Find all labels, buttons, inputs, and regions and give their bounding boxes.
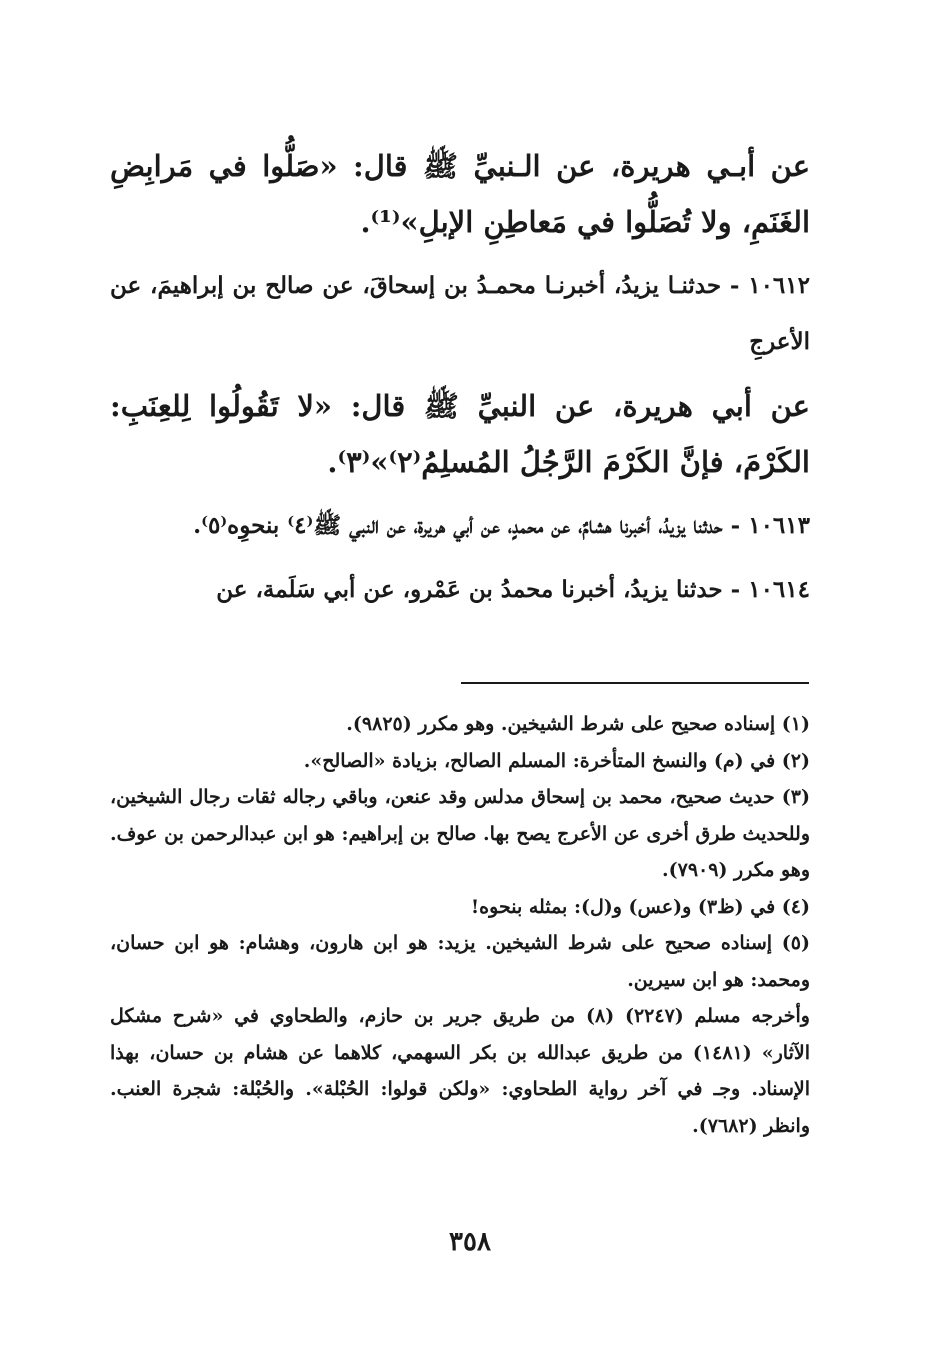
footnote-1: (١) إسناده صحيح على شرط الشيخين. وهو مكرر (٩٨٢٥).	[346, 713, 810, 735]
hadith-10614-isnad: ١٠٦١٤ - حدثنا يزيدُ، أخبرنا محمدُ بن عَمْرو، عن أبي سَلَمة، عن	[216, 576, 810, 603]
footnote-divider	[461, 682, 809, 684]
footnote-5-continued: وأخرجه مسلم (٢٢٤٧) (٨) من طريق جرير بن حازم، والطحاوي في «شرح مشكل الآثار» (١٤٨١) من طريق عبدالله بن بكر السهمي، كلاهما عن هشام بن حسان، بهذا الإسناد. وجـ في آخر رواية الطحاوي: «ولكن قولوا: الحُبْلة». والحُبْلة: شجرة العنب. وانظر (٧٦٨٢).	[110, 1005, 810, 1137]
main-text	[110, 138, 810, 626]
footnote-2: (٢) في (م) والنسخ المتأخرة: المسلم الصالح، بزيادة «الصالح».	[303, 749, 810, 772]
hadith-text-1: عن أبـي هريرة، عن الـنبيِّ ﷺ قال: «صَلُّوا في مَرابِضِ الغَنَمِ، ولا تُصَلُّوا في مَعاطِنِ الإبلِ»⁽¹⁾.	[110, 149, 810, 239]
footnotes	[110, 706, 810, 1144]
hadith-10613: ١٠٦١٣ - حدثنا يزيدُ، أخبرنا هشامٌ، عن محمدٍ، عن أبي هريرة، عن النبي ﷺ⁽٤⁾ بنحوِه⁽٥⁾.	[193, 512, 810, 539]
hadith-text-2: عن أبي هريرة، عن النبيِّ ﷺ قال: «لا تَقُولُوا لِلعِنَبِ: الكَرْمَ، فإنَّ الكَرْمَ الرَّجُلُ المُسلِمُ⁽٢⁾»⁽٣⁾.	[110, 389, 810, 479]
page-number: ٣٥٨	[449, 1227, 491, 1257]
footnote-5: (٥) إسناده صحيح على شرط الشيخين. يزيد: هو ابن هارون، وهشام: هو ابن حسان، ومحمد: هو ابن سيرين.	[110, 932, 810, 991]
hadith-10612-isnad: ١٠٦١٢ - حدثنـا يزيدُ، أخبرنـا محمـدُ بن إسحاقَ، عن صالح بن إبراهيمَ، عن الأعرجِ	[110, 272, 810, 355]
footnote-3: (٣) حديث صحيح، محمد بن إسحاق مدلس وقد عنعن، وباقي رجاله ثقات رجال الشيخين، وللحديث طرق أخرى عن الأعرج يصح بها. صالح بن إبراهيم: هو ابن عبدالرحمن بن عوف. وهو مكرر (٧٩٠٩).	[110, 786, 810, 881]
footnote-4: (٤) في (ظ٣) و(عس) و(ل): بمثله بنحوه!	[470, 895, 810, 918]
